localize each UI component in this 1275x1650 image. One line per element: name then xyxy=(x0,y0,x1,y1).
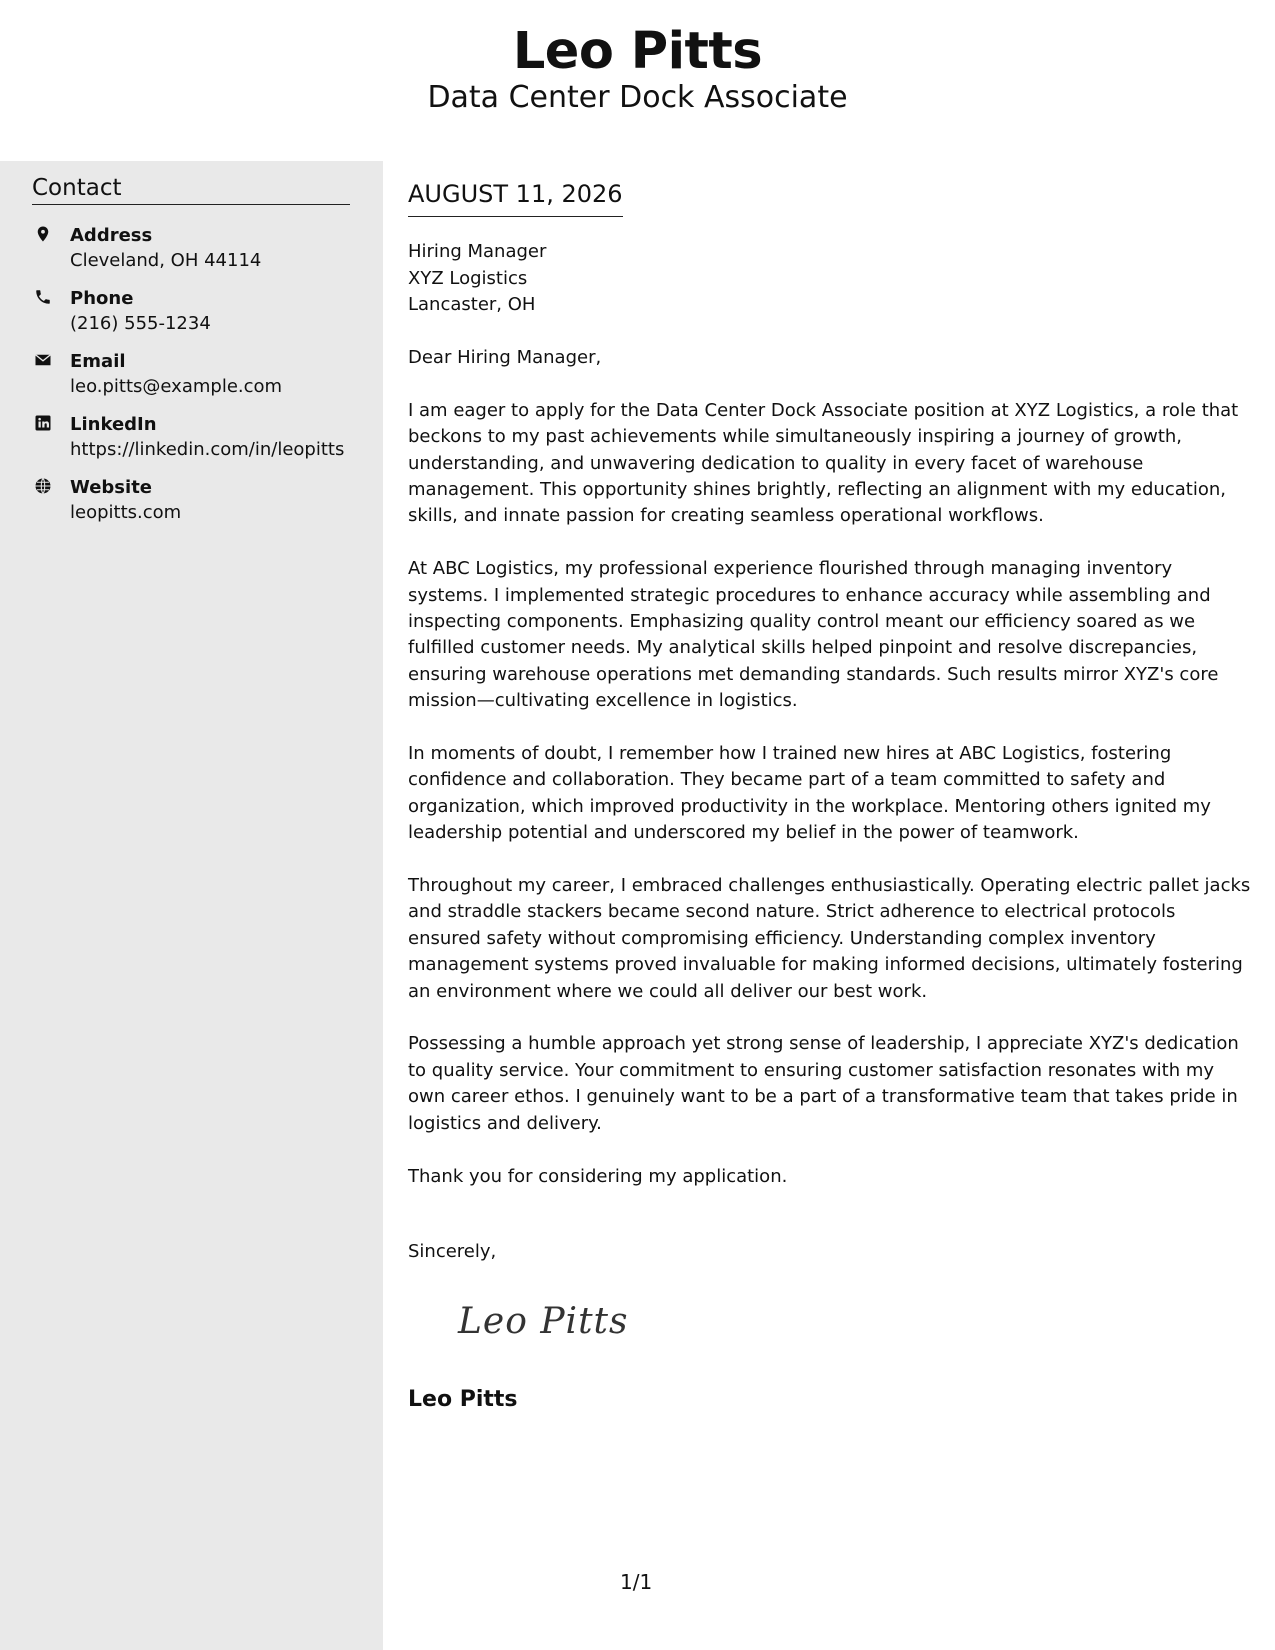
website-value[interactable]: leopitts.com xyxy=(70,502,182,523)
salutation: Dear Hiring Manager, xyxy=(408,347,602,368)
address-value: Cleveland, OH 44114 xyxy=(70,250,262,271)
phone-value[interactable]: (216) 555-1234 xyxy=(70,313,211,334)
signer-name: Leo Pitts xyxy=(408,1387,518,1412)
recipient-title: Hiring Manager xyxy=(408,241,547,262)
paragraph: I am eager to apply for the Data Center Dock Associate position at XYZ Logistics, a role that beckons to my past achievements while simultaneously inspiring a journey of growth, understanding, and unwavering dedication to quality in every facet of warehouse management. This opportunity shines brightly, reflecting an alignment with my education, skills, and innate passion for creating seamless operational workflows. xyxy=(408,399,1239,527)
paragraph: Thank you for considering my application. xyxy=(408,1165,788,1187)
contact-label: Phone xyxy=(70,288,134,309)
contact-item-email xyxy=(32,351,372,414)
sidebar xyxy=(0,161,383,1650)
linkedin-value[interactable]: https://linkedin.com/in/leopitts xyxy=(70,439,345,460)
paragraph: In moments of doubt, I remember how I trained new hires at ABC Logistics, fostering confidence and collaboration. They became part of a team committed to safety and organization, which improved productivity in the workplace. Mentoring others ignited my leadership potential and underscored my belief in the power of teamwork. xyxy=(408,743,1211,844)
recipient-location: Lancaster, OH xyxy=(408,294,536,315)
applicant-name: Leo Pitts xyxy=(512,22,763,81)
recipient-company: XYZ Logistics xyxy=(408,267,528,289)
email-value[interactable]: leo.pitts@example.com xyxy=(70,376,283,397)
handwritten-signature: Leo Pitts xyxy=(458,1301,629,1342)
paragraph: Possessing a humble approach yet strong sense of leadership, I appreciate XYZ's dedication to quality service. Your commitment to ensuring customer satisfaction resonates with my own career ethos. I genuinely want to be a part of a transformative team that takes pride in logistics and delivery. xyxy=(408,1033,1239,1134)
job-title: Data Center Dock Associate xyxy=(427,80,848,115)
contact-item-phone xyxy=(32,288,372,351)
phone-icon xyxy=(34,288,52,306)
contact-label: Email xyxy=(70,351,126,372)
page-number: 1/1 xyxy=(620,1570,653,1594)
contact-heading: Contact xyxy=(32,175,350,205)
contact-item-website xyxy=(32,477,372,540)
contact-item-linkedin xyxy=(32,414,372,477)
globe-icon xyxy=(34,477,52,495)
paragraph: At ABC Logistics, my professional experience flourished through managing inventory systems. I implemented strategic procedures to enhance accuracy while assembling and inspecting components. Emphasizing quality control meant our efficiency soared as we fulfilled customer needs. My analytical skills helped pinpoint and resolve discrepancies, ensuring warehouse operations met demanding standards. Such results mirror XYZ's core mission—cultivating excellence in logistics. xyxy=(408,558,1219,712)
paragraph: Throughout my career, I embraced challenges enthusiastically. Operating electric pallet jacks and straddle stackers became second nature. Strict adherence to electrical protocols ensured safety without compromising efficiency. Understanding complex inventory management systems proved invaluable for making informed decisions, ultimately fostering an environment where we could all deliver our best work. xyxy=(408,875,1251,1002)
contact-list xyxy=(32,225,372,540)
map-pin-icon xyxy=(34,225,52,243)
header xyxy=(0,0,1275,161)
contact-item-address xyxy=(32,225,372,288)
linkedin-icon xyxy=(34,414,52,432)
email-icon xyxy=(34,351,52,369)
contact-label: Website xyxy=(70,477,153,498)
letter-text xyxy=(408,345,1253,1216)
closing: Sincerely, xyxy=(408,1241,497,1262)
letter-date: AUGUST 11, 2026 xyxy=(408,180,623,217)
contact-label: Address xyxy=(70,225,153,246)
contact-label: LinkedIn xyxy=(70,414,157,435)
recipient-block xyxy=(408,239,546,319)
